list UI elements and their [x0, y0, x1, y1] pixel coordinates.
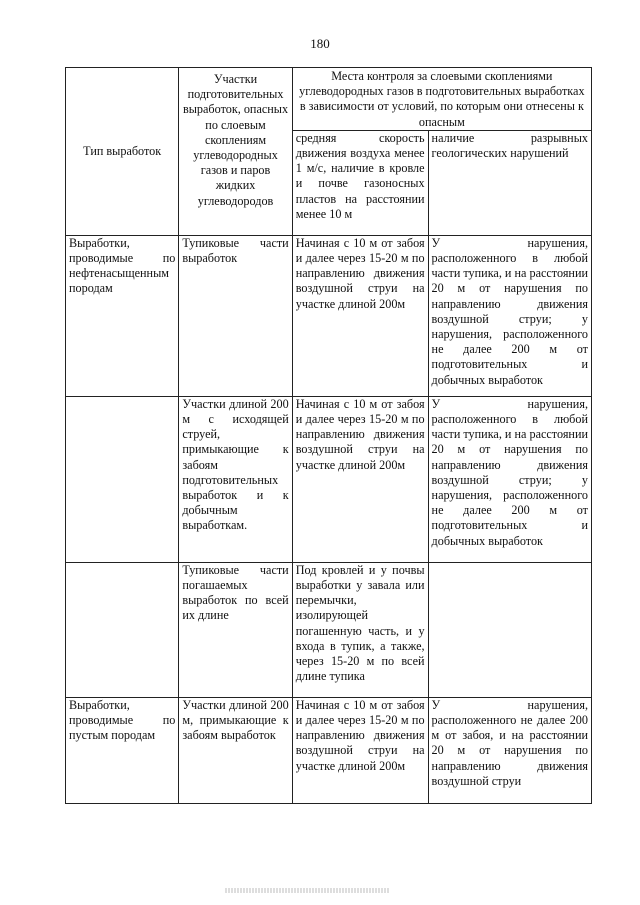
cell-area: Тупиковые части выработок: [179, 235, 292, 396]
header-areas: Участки подготовительных выработок, опасных по слоевым скоплениям углеводородных газов и паров жидких углеводородов: [179, 68, 292, 236]
header-condition-faults: наличие разрывных геологических нарушений: [428, 130, 591, 235]
cell-speed-control: Начиная с 10 м от забоя и далее через 15-20 м по направлению движения воздушной струи на участке длиной 200м: [292, 697, 428, 803]
table-header-row: [66, 68, 592, 131]
cell-work-type: [66, 396, 179, 562]
cell-faults-control: У нарушения, расположенного в любой части тупика, и на расстоянии 20 м от нарушения по направлению движения воздушной струи; у нарушения, расположенного не далее 200 м от подготовительных и добычных выработок: [428, 235, 591, 396]
cell-work-type: [66, 562, 179, 697]
control-places-table: [65, 67, 592, 804]
cell-speed-control: Под кровлей и у почвы выработки у завала или перемычки, изолирующей погашенную часть, и у входа в тупик, а также, через 15-20 м по всей длине тупика: [292, 562, 428, 697]
table-row: [66, 697, 592, 803]
cell-faults-control: У нарушения, расположенного в любой части тупика, и на расстоянии 20 м от нарушения по направлению движения воздушной струи; у нарушения, расположенного не далее 200 м от подготовительных и добычных выработок: [428, 396, 591, 562]
table-row: [66, 396, 592, 562]
cell-faults-control: У нарушения, расположенного не далее 200 м от забоя, и на расстоянии 20 м от нарушения по направлению движения воздушной струи: [428, 697, 591, 803]
cell-work-type: Выработки, проводимые по пустым породам: [66, 697, 179, 803]
header-control-places: Места контроля за слоевыми скоплениями углеводородных газов в подготовительных выработках в зависимости от условий, по которым они отнесены к опасным: [292, 68, 591, 131]
header-condition-speed: средняя скорость движения воздуха менее 1 м/с, наличие в кровле и почве газоносных пластов на расстоянии менее 10 м: [292, 130, 428, 235]
page-number: 180: [310, 36, 330, 51]
cell-area: Тупиковые части погашаемых выработок по всей их длине: [179, 562, 292, 697]
cell-speed-control: Начиная с 10 м от забоя и далее через 15-20 м по направлению движения воздушной струи на участке длиной 200м: [292, 235, 428, 396]
cell-speed-control: Начиная с 10 м от забоя и далее через 15-20 м по направлению движения воздушной струи на участке длиной 200м: [292, 396, 428, 562]
table-row: [66, 235, 592, 396]
cell-area: Участки длиной 200 м с исходящей струей, примыкающие к забоям подготовительных выработок и к добычным выработкам.: [179, 396, 292, 562]
scan-artifact: [225, 888, 390, 893]
header-work-type: Тип выработок: [66, 68, 179, 236]
cell-area: Участки длиной 200 м, примыкающие к забоям выработок: [179, 697, 292, 803]
table-row: [66, 562, 592, 697]
cell-work-type: Выработки, проводимые по нефтенасыщенным породам: [66, 235, 179, 396]
cell-faults-control: [428, 562, 591, 697]
